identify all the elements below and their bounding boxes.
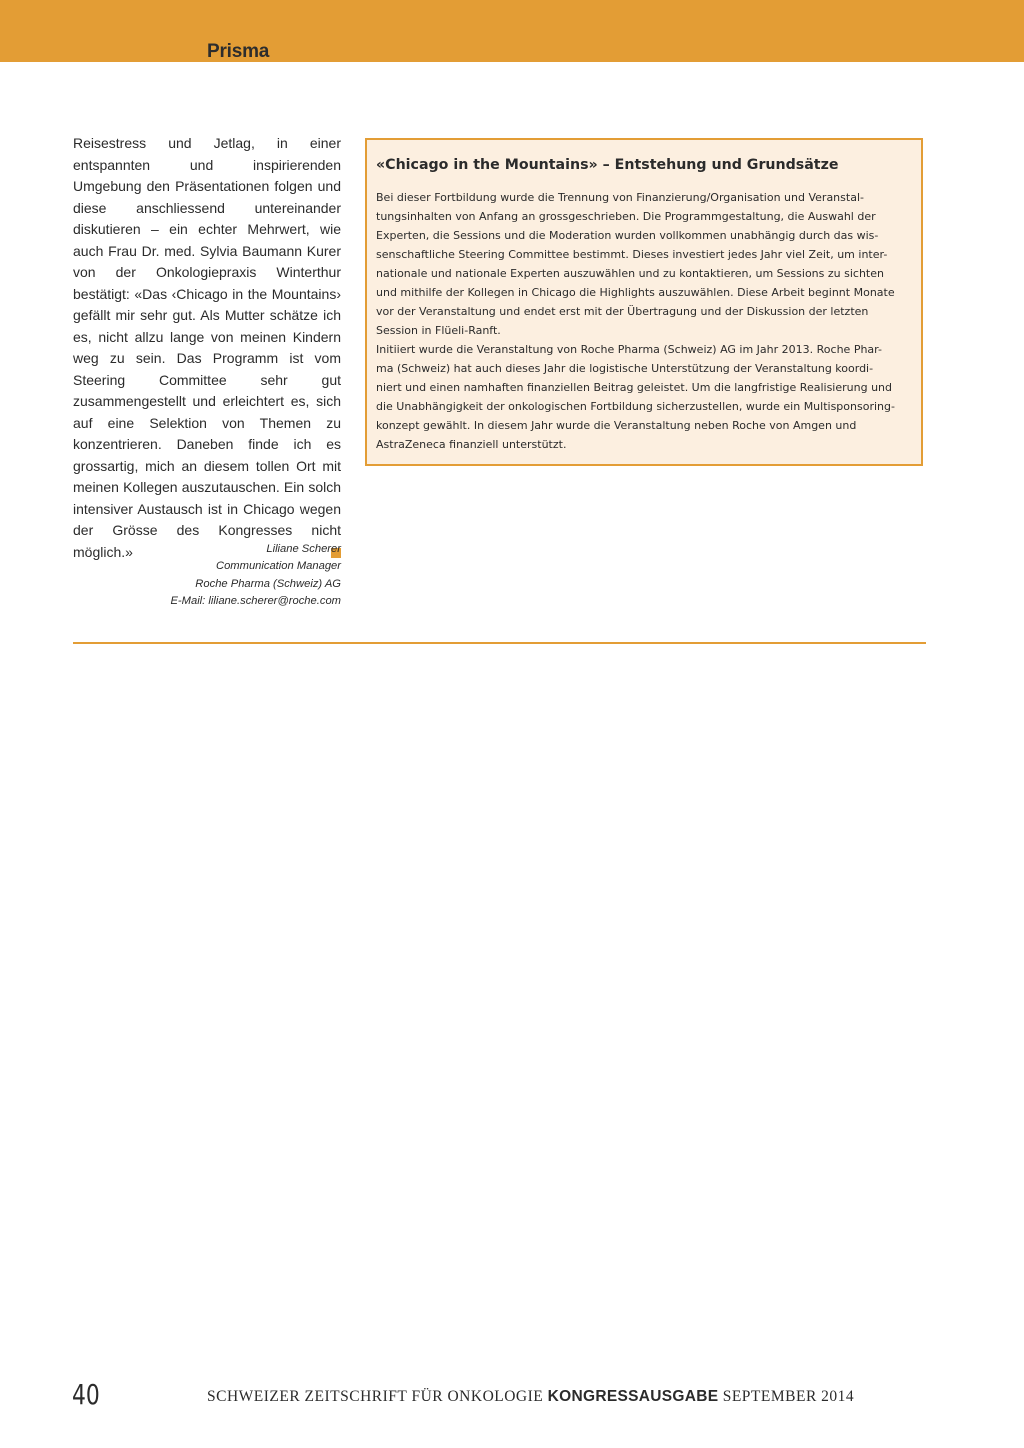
info-box-line: AstraZeneca finanziell unterstützt. — [376, 438, 567, 451]
info-box-line: Bei dieser Fortbildung wurde die Trennung von Finanzierung/Organisation und Veranstal- — [376, 191, 864, 204]
author-name: Liliane Scherer — [266, 543, 341, 555]
section-title: Prisma — [207, 41, 270, 62]
info-box-text — [376, 188, 921, 454]
info-box-line: die Unabhängigkeit der onkologischen Fortbildung sicherzustellen, wurde ein Multisponsoring- — [376, 400, 895, 413]
author-email[interactable]: E-Mail: liliane.scherer@roche.com — [170, 595, 341, 608]
info-box-title: «Chicago in the Mountains» – Entstehung und Grundsätze — [376, 157, 839, 173]
author-role: Communication Manager — [216, 560, 341, 573]
journal-footer — [207, 1388, 854, 1406]
info-box-line: Initiiert wurde die Veranstaltung von Roche Pharma (Schweiz) AG im Jahr 2013. Roche Phar- — [376, 343, 882, 356]
info-box-line: und mithilfe der Kollegen in Chicago die Highlights auszuwählen. Diese Arbeit beginnt Monate — [376, 286, 895, 299]
info-box-line: Session in Flüeli-Ranft. — [376, 324, 501, 337]
section-divider — [73, 642, 926, 644]
header-bar — [0, 0, 1024, 62]
info-box-line: niert und einen namhaften finanziellen Beitrag geleistet. Um die langfristige Realisierung und — [376, 381, 892, 394]
page-number: 40 — [72, 1378, 100, 1411]
author-company: Roche Pharma (Schweiz) AG — [195, 577, 341, 590]
author-signature — [73, 541, 341, 611]
info-box-line: vor der Veranstaltung und endet erst mit der Übertragung und der Diskussion der letzten — [376, 305, 869, 318]
info-box-line: senschaftliche Steering Committee bestimmt. Dieses investiert jedes Jahr viel Zeit, um inter- — [376, 248, 888, 261]
issue-date: SEPTEMBER 2014 — [722, 1388, 855, 1405]
article-body — [73, 133, 341, 563]
info-box — [365, 138, 923, 466]
info-box-line: ma (Schweiz) hat auch dieses Jahr die logistische Unterstützung der Veranstaltung koordi- — [376, 362, 874, 375]
article-body-text: Reisestress und Jetlag, in einer entspannten und inspirierenden Umgebung den Präsentationen folgen und diese anschliessend untereinander diskutieren – ein echter Mehrwert, wie auch Frau Dr. med. Sylvia Baumann Kurer von der Onkologiepraxis Winterthur bestätigt: «Das ‹Chicago in the Mountains› gefällt mir sehr gut. Als Mutter schätze ich es, nicht allzu lange von meinen Kindern weg zu sein. Das Programm ist vom Steering Committee sehr gut zusammengestellt und erleichtert es, sich auf eine Selektion von Themen zu konzentrieren. Daneben finde ich es grossartig, mich an diesem tollen Ort mit meinen Kollegen auszutauschen. Ein solch intensiver Austausch ist in Chicago wegen der Grösse des Kongresses nicht möglich.» — [73, 135, 341, 560]
info-box-line: konzept gewählt. In diesem Jahr wurde die Veranstaltung neben Roche von Amgen und — [376, 419, 857, 432]
journal-name: SCHWEIZER ZEITSCHRIFT FÜR ONKOLOGIE — [207, 1388, 544, 1405]
info-box-line: tungsinhalten von Anfang an grossgeschrieben. Die Programmgestaltung, die Auswahl der — [376, 210, 876, 223]
info-box-line: nationale und nationale Experten auszuwählen und zu kontaktieren, um Sessions zu sichten — [376, 267, 884, 280]
edition-label: KONGRESSAUSGABE — [547, 1388, 719, 1405]
info-box-line: Experten, die Sessions und die Moderation wurden vollkommen unabhängig durch das wis- — [376, 229, 879, 242]
